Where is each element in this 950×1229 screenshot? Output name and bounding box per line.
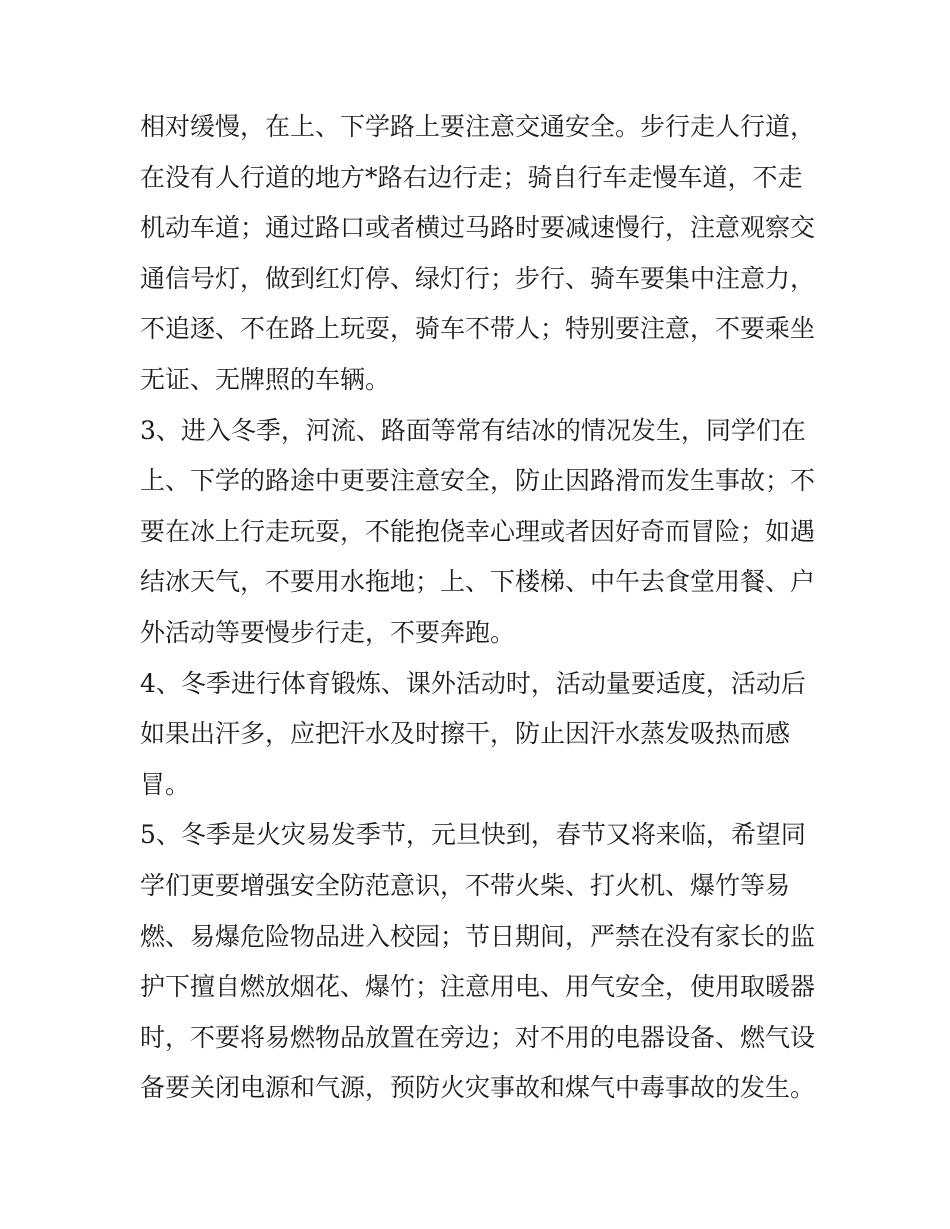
text-line: 上、下学的路途中更要注意安全，防止因路滑而发生事故；不 bbox=[140, 466, 816, 496]
text-line: 时，不要将易燃物品放置在旁边；对不用的电器设备、燃气设 bbox=[140, 1022, 816, 1052]
text-line: 外活动等要慢步行走，不要奔跑。 bbox=[140, 617, 516, 647]
text-line: 相对缓慢，在上、下学路上要注意交通安全。步行走人行道， bbox=[140, 112, 816, 141]
document-body bbox=[140, 102, 820, 1114]
text-line: 备要关闭电源和气源，预防火灾事故和煤气中毒事故的发生。 bbox=[140, 1073, 816, 1103]
text-line: 如果出汗多，应把汗水及时擦干，防止因汗水蒸发吸热而感 bbox=[140, 719, 791, 749]
text-line: 无证、无牌照的车辆。 bbox=[140, 364, 391, 394]
text-line: 不追逐、不在路上玩耍，骑车不带人；特别要注意，不要乘坐 bbox=[140, 314, 816, 344]
paragraph-3-line: 3、进入冬季，河流、路面等常有结冰的情况发生，同学们在 bbox=[140, 415, 806, 445]
text-line: 燃、易爆危险物品进入校园；节日期间，严禁在没有家长的监 bbox=[140, 921, 816, 951]
text-line: 学们更要增强安全防范意识，不带火柴、打火机、爆竹等易 bbox=[140, 870, 791, 900]
text-line: 要在冰上行走玩耍，不能抱侥幸心理或者因好奇而冒险；如遇 bbox=[140, 516, 816, 546]
text-line: 通信号灯，做到红灯停、绿灯行；步行、骑车要集中注意力， bbox=[140, 263, 816, 293]
text-line: 在没有人行道的地方*路右边行走；骑自行车走慢车道，不走 bbox=[140, 162, 803, 192]
text-line: 结冰天气，不要用水拖地；上、下楼梯、中午去食堂用餐、户 bbox=[140, 567, 816, 597]
text-line: 护下擅自燃放烟花、爆竹；注意用电、用气安全，使用取暖器 bbox=[140, 972, 816, 1002]
text-line: 机动车道；通过路口或者横过马路时要减速慢行，注意观察交 bbox=[140, 213, 816, 243]
paragraph-5-line: 5、冬季是火灾易发季节，元旦快到，春节又将来临，希望同 bbox=[140, 820, 806, 850]
paragraph-4-line: 4、冬季进行体育锻炼、课外活动时，活动量要适度，活动后 bbox=[140, 668, 806, 698]
text-line: 冒。 bbox=[140, 769, 191, 799]
